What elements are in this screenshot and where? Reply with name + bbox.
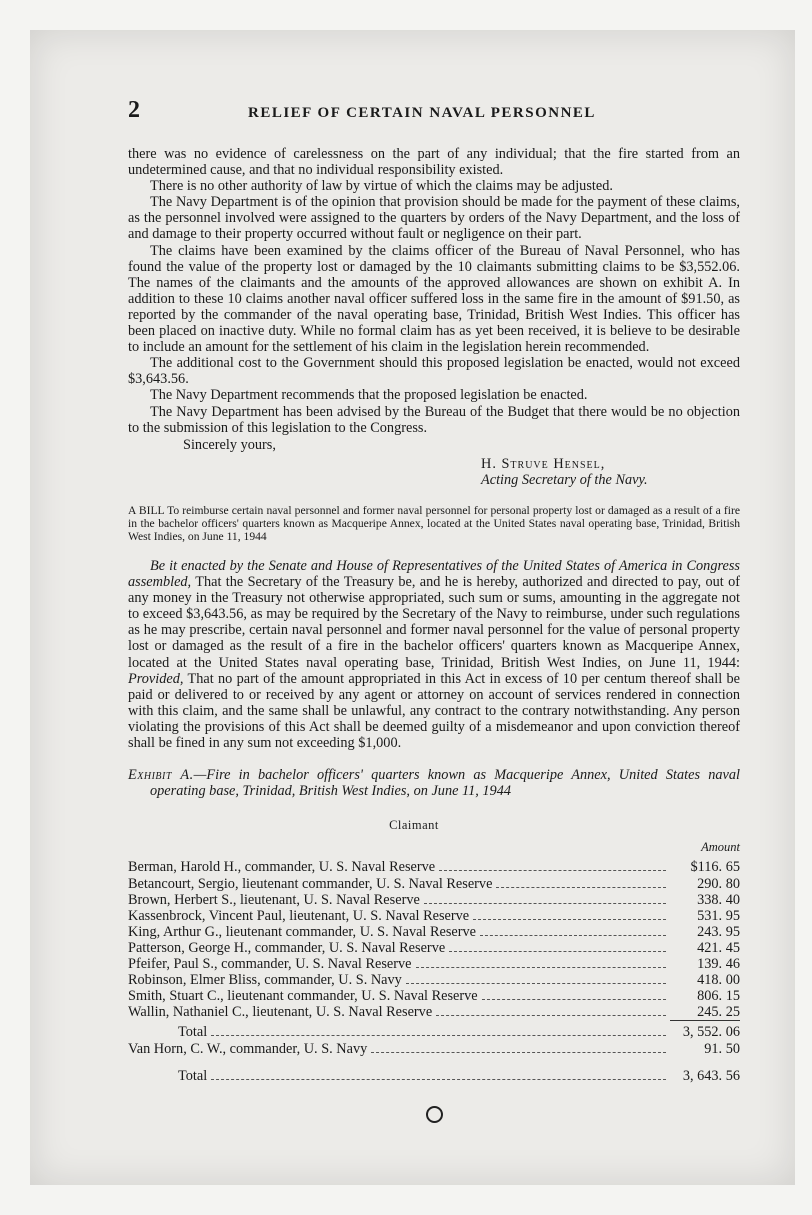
table-row	[128, 972, 740, 988]
claimant-amount: 531. 95	[697, 907, 740, 924]
table-row	[128, 940, 740, 956]
table-row	[128, 988, 740, 1004]
bill-body-text-2: That no part of the amount appropriated in this Act in excess of 10 per centum thereof shall be paid or delivered to or received by any agent or attorney on account of services rendered in connection with this claim, and the same shall be unlawful, any contract to the contrary notwithstanding. Any person violating the provisions of this Act shall be deemed guilty of a misdemeanor and upon conviction thereof shall be fined in any sum not exceeding $1,000.	[128, 670, 740, 751]
letter-paragraph-7: The Navy Department has been advised by the Bureau of the Budget that there would be no objection to the submission of this legislation to the Congress.	[128, 403, 740, 436]
dot-leader	[449, 950, 666, 952]
letter-paragraph-1: there was no evidence of carelessness on the part of any individual; that the fire started from an undetermined cause, and that no individual responsibility existed.	[128, 146, 740, 179]
table-row	[128, 892, 740, 908]
table-row	[128, 876, 740, 892]
claimant-name: Smith, Stuart C., lieutenant commander, U. S. Naval Reserve	[128, 988, 478, 1005]
table-row	[128, 1004, 740, 1020]
claimant-amount: 806. 15	[697, 988, 740, 1005]
table-row	[128, 908, 740, 924]
letter-closing: Sincerely yours,	[183, 436, 276, 453]
exhibit-label: Exhibit A.	[128, 767, 194, 784]
claimant-name: Pfeifer, Paul S., commander, U. S. Naval Reserve	[128, 956, 412, 973]
claimant-amount: 245. 25	[697, 1004, 740, 1021]
dot-leader	[436, 1014, 666, 1016]
proviso: Provided,	[128, 670, 184, 687]
dot-leader	[473, 918, 666, 920]
table-row	[128, 924, 740, 940]
running-head: RELIEF OF CERTAIN NAVAL PERSONNEL	[248, 105, 596, 121]
claimant-amount: 418. 00	[697, 972, 740, 989]
claimant-amount: 338. 40	[697, 891, 740, 908]
subtotal-amount: 3, 552. 06	[682, 1024, 740, 1041]
table-row	[128, 1041, 740, 1057]
dot-leader	[482, 998, 666, 1000]
dot-leader	[480, 934, 666, 936]
bill-title: A BILL To reimburse certain naval personnel and former naval personnel for personal property lost or damaged as a result of a fire in the bachelor officers' quarters known as Macqueripe Annex, located at the United States naval operating base, Trinidad, British West Indies, on June 11, 1944	[128, 503, 740, 543]
column-header-amount: Amount	[701, 840, 740, 855]
claimants-table	[128, 859, 740, 1083]
claimant-name: Brown, Herbert S., lieutenant, U. S. Naval Reserve	[128, 891, 420, 908]
claimant-name: King, Arthur G., lieutenant commander, U. S. Naval Reserve	[128, 923, 477, 940]
dot-leader	[371, 1051, 666, 1053]
total-amount: 3, 643. 56	[682, 1067, 740, 1084]
document-page	[30, 30, 795, 1185]
dot-leader	[416, 966, 666, 968]
claimant-amount: 290. 80	[697, 875, 740, 892]
letter-paragraph-4: The claims have been examined by the claims officer of the Bureau of Naval Personnel, who has found the value of the property lost or damaged by the 10 claimants submitting claims to be $3,552.06. The names of the claimants and the amounts of the approved allowances are shown on exhibit A. In addition to these 10 claims another naval officer suffered loss in the same fire in the amount of $91.50, as reported by the commander of the naval operating base, Trinidad, British West Indies. This officer has been placed on inactive duty. While no formal claim has as yet been received, it is believe to be desirable to include an amount for the settlement of his claim in the legislation herein recommended.	[128, 242, 740, 356]
signature-name	[128, 456, 740, 472]
claimant-amount: 243. 95	[697, 923, 740, 940]
page-number: 2	[128, 97, 140, 123]
dot-leader	[424, 902, 666, 904]
table-row	[128, 956, 740, 972]
table-row	[128, 859, 740, 875]
claimant-name: Betancourt, Sergio, lieutenant commander, U. S. Naval Reserve	[128, 875, 493, 892]
total-label: Total	[178, 1067, 208, 1084]
enacting-clause: Be it enacted by the Senate and House of Representatives of the United States of America in Congress assembled,	[128, 557, 740, 591]
page-content	[128, 97, 740, 1123]
bill-body-text-1: That the Secretary of the Treasury be, and he is hereby, authorized and directed to pay, out of any money in the Treasury not otherwise appropriated, such sum or sums, amounting in the aggregate not to exceed $3,643.56, as may be required by the Secretary of the Navy to reimburse, under such regulations as he may prescribe, certain naval personnel and former naval personnel for the value of personal property lost or damaged as the result of a fire in the bachelor officers' quarters known as Macqueripe Annex, located at the United States naval operating base, Trinidad, British West Indies, on June 11, 1944:	[128, 574, 740, 671]
letter-paragraph-3: The Navy Department is of the opinion that provision should be made for the payment of these claims, as the personnel involved were assigned to the quarters by orders of the Navy Department, and the loss of and damage to their property occurred without fault or negligence on their part.	[128, 194, 740, 243]
claimant-name: Berman, Harold H., commander, U. S. Naval Reserve	[128, 859, 436, 876]
dot-leader	[211, 1078, 666, 1080]
dot-leader	[496, 886, 666, 888]
signature-title: Acting Secretary of the Navy.	[481, 471, 648, 488]
dot-leader	[406, 982, 666, 984]
letter-paragraph-2: There is no other authority of law by virtue of which the claims may be adjusted.	[150, 178, 613, 195]
claimant-amount: 91. 50	[704, 1040, 740, 1057]
letter-paragraph-5: The additional cost to the Government should this proposed legislation be enacted, would not exceed $3,643.56.	[128, 355, 740, 388]
letter-paragraph-6: The Navy Department recommends that the proposed legislation be enacted.	[150, 387, 588, 404]
page-header	[128, 97, 740, 128]
column-header-claimant: Claimant	[389, 818, 439, 833]
signature-name-text: H. Struve Hensel,	[481, 455, 606, 472]
exhibit-caption	[128, 767, 740, 799]
dot-leader	[211, 1034, 666, 1036]
subtotal-label: Total	[178, 1024, 208, 1041]
bill-body	[128, 558, 740, 751]
claimant-amount: 139. 46	[697, 956, 740, 973]
claimant-name: Kassenbrock, Vincent Paul, lieutenant, U. S. Naval Reserve	[128, 907, 470, 924]
claimant-name: Wallin, Nathaniel C., lieutenant, U. S. Naval Reserve	[128, 1004, 433, 1021]
exhibit-caption-text: —Fire in bachelor officers' quarters known as Macqueripe Annex, United States naval operating base, Trinidad, British West Indies, on June 11, 1944	[150, 767, 740, 800]
total-row	[128, 1068, 740, 1084]
claimant-amount: 421. 45	[697, 939, 740, 956]
subtotal-row	[128, 1024, 740, 1040]
end-of-document-circle-icon	[426, 1106, 443, 1123]
claimant-name: Van Horn, C. W., commander, U. S. Navy	[128, 1040, 368, 1057]
claimant-name: Robinson, Elmer Bliss, commander, U. S. Navy	[128, 972, 402, 989]
dot-leader	[439, 869, 666, 871]
claimant-name: Patterson, George H., commander, U. S. Naval Reserve	[128, 939, 446, 956]
claimant-amount: $116. 65	[690, 859, 740, 876]
